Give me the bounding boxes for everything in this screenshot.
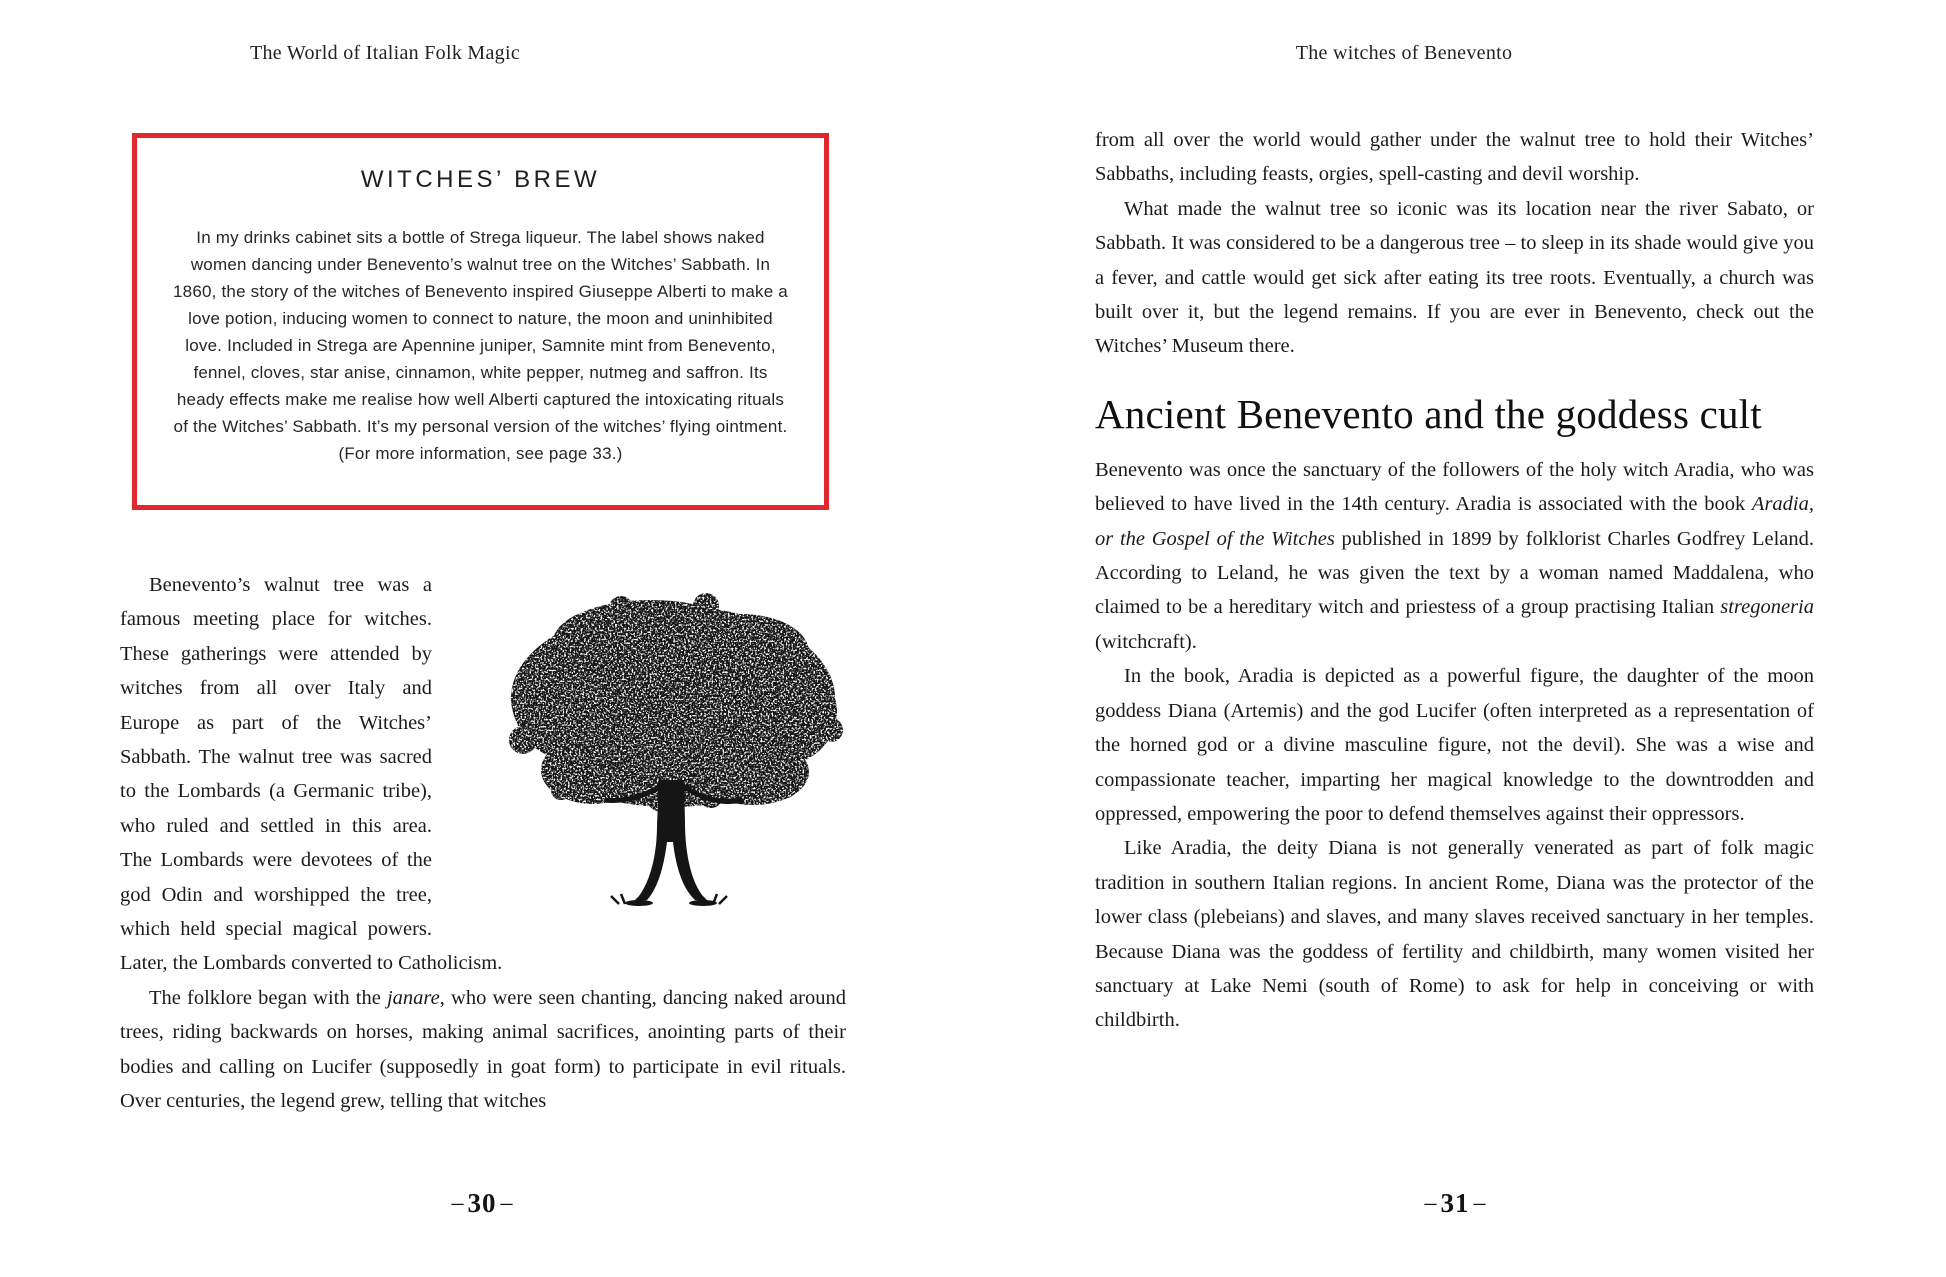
callout-box-title: WITCHES’ BREW bbox=[360, 166, 601, 193]
folio-dash: – bbox=[1473, 1190, 1486, 1216]
left-paragraph-walnut-tree: Benevento’s walnut tree was a famous meeting place for witches. These gatherings were attended by witches from all over Italy and Europe as part of the Witches’ Sabbath. The walnut tree was sacred to the Lombards (a Germanic tribe), who ruled and settled in this area. The Lombards were devotees of the god Odin and worshipped the tree, which held special magical powers. Later, the Lombards converted to Catholicism. bbox=[120, 574, 503, 975]
walnut-tree-engraving-illustration bbox=[501, 590, 846, 915]
right-paragraph-in-the-book: In the book, Aradia is depicted as a powerful figure, the daughter of the moon goddess Diana (Artemis) and the god Lucifer (often interpreted as a representation of the horned god or a divine masculine figure, not the devil). She was a wise and compassionate teacher, imparting her magical knowledge to the downtrodden and oppressed, empowering the poor to defend themselves against their oppressors. bbox=[1095, 665, 1814, 825]
folio-dash: – bbox=[451, 1190, 464, 1216]
folio-dash: – bbox=[1424, 1190, 1437, 1216]
right-paragraph-sabbaths: from all over the world would gather under the walnut tree to hold their Witches’ Sabbaths, including feasts, orgies, spell-casting and devil worship. bbox=[1095, 129, 1814, 186]
page-number-right: – 31 – bbox=[1355, 1188, 1555, 1219]
running-head-left: The World of Italian Folk Magic bbox=[249, 42, 521, 64]
page-number-left: – 30 – bbox=[382, 1188, 582, 1219]
right-paragraph-aradia: Benevento was once the sanctuary of the followers of the holy witch Aradia, who was believed to have lived in the 14th century. Aradia is associated with the book Aradia, or the Gospel of the Witches published in 1899 by folklorist Charles Godfrey Leland. According to Leland, he was given the text by a woman named Maddalena, who claimed to be a hereditary witch and priestess of a group practising Italian stregoneria (witchcraft). bbox=[1095, 458, 1814, 653]
walnut-tree-figure bbox=[444, 574, 846, 930]
callout-box-text: In my drinks cabinet sits a bottle of Strega liqueur. The label shows naked women dancing under Benevento’s walnut tree on the Witches’ Sabbath. In 1860, the story of the witches of Benevento inspired Giuseppe Alberti to make a love potion, inducing women to connect to nature, the moon and uninhibited love. Included in Strega are Apennine juniper, Samnite mint from Benevento, fennel, cloves, star anise, cinnamon, white pepper, nutmeg and saffron. Its heady effects make me realise how well Alberti captured the intoxicating rituals of the Witches’ Sabbath. It’s my personal version of the witches’ flying ointment. (For more information, see page 33.) bbox=[173, 228, 788, 463]
right-paragraph-diana: Like Aradia, the deity Diana is not generally venerated as part of folk magic tradition in southern Italian regions. In ancient Rome, Diana was the protector of the lower class (plebeians) and slaves, and many slaves received sanctuary in her temples. Because Diana was the goddess of fertility and childbirth, many women visited her sanctuary at Lake Nemi (south of Rome) to ask for help in conceiving or with childbirth. bbox=[1095, 837, 1814, 1032]
witches-brew-callout-box bbox=[132, 133, 829, 510]
section-heading: Ancient Benevento and the goddess cult bbox=[1095, 390, 1762, 437]
running-head-right: The witches of Benevento bbox=[1295, 42, 1513, 64]
right-paragraph-river-sabato: What made the walnut tree so iconic was its location near the river Sabato, or Sabbath. It was considered to be a dangerous tree – to sleep in its shade would give you a fever, and cattle would get sick after eating its tree roots. Eventually, a church was built over it, but the legend remains. If you are ever in Benevento, check out the Witches’ Museum there. bbox=[1095, 197, 1814, 358]
left-page-body bbox=[120, 568, 846, 1119]
right-page-body bbox=[1095, 123, 1814, 1038]
folio-dash: – bbox=[500, 1190, 513, 1216]
left-paragraph-folklore: The folklore began with the janare, who were seen chanting, dancing naked around trees, riding backwards on horses, making animal sacrifices, anointing parts of their bodies and calling on Lucifer (supposedly in goat form) to participate in evil rituals. Over centuries, the legend grew, telling that witches bbox=[120, 986, 846, 1113]
